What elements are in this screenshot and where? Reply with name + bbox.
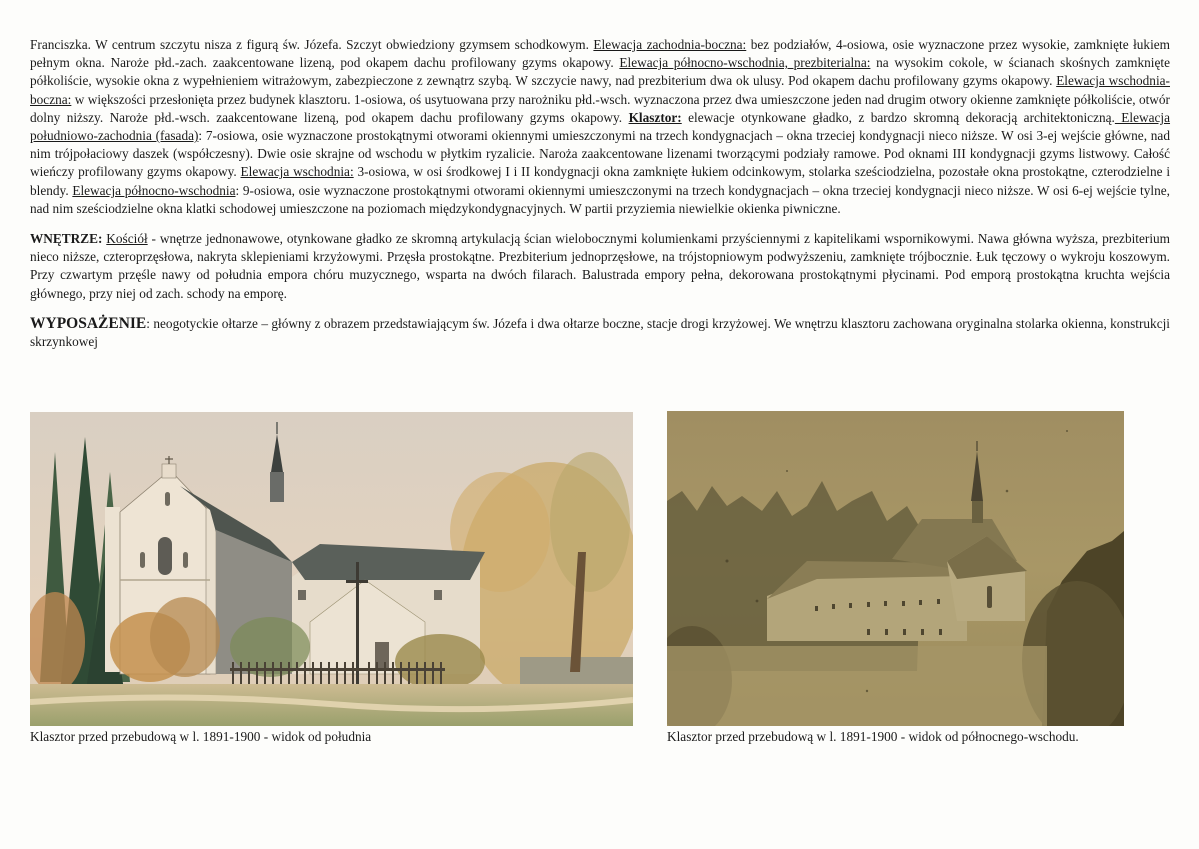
- text-segment: - wnętrze jednonawowe, otynkowane gładko ze skromną artykulacją ścian wielobocznymi kolumienkami przyściennymi z kapitelikami wspornikowymi. Nawa główna wyższa, prezbiterium nieco niższe, czteroprzęsłowa, nakryta sklepieniami krzyżowymi. Przęsła prostokątne. Prezbiterium jednoprzęsłowe, na trójstopniowym podwyższeniu, zamknięte trójbocznie. Łuk tęczowy o wykroju koszowym. Przy czwartym przęśle nawy od południa empora chóru muzycznego, wsparta na dwóch filarach. Balustrada empory pełna, dekorowana prostokątnymi płycinami. Pod emporą prostokątna kruchta wejścia głównego, przy niej od zach. schody na emporę.: [30, 231, 1171, 301]
- heading-church: Kościół: [106, 231, 148, 247]
- text-segment: : 9-osiowa, osie wyznaczone prostokątnymi otworami okiennymi umieszczonymi na trzech kondygnacjach – okna trzeciej kondygnacji nieco niższe. W osi 6-ej wejście tylne, nad nim sześciodzielne okna klatki schodowej umieszczone na poziomach międzykondygnacyjnych. W partii przyziemia niewielkie okienka piwniczne.: [30, 182, 1170, 216]
- document-body: [30, 36, 1170, 351]
- figure-painting-south-view: [30, 412, 633, 746]
- text-segment: elewacje otynkowane gładko, z bardzo skromną dekoracją architektoniczną.: [681, 109, 1115, 125]
- heading-northeast-elevation: Elewacja północno-wschodnia, prezbiterialna:: [619, 55, 871, 71]
- heading-southwest-facade: Elewacja południowo-zachodnia (fasada): [30, 109, 1171, 144]
- sepia-photograph-image: [667, 411, 1124, 726]
- text-segment: na wysokim cokole, w ścianach skośnych zamknięte półkoliście, wysokie okna z wypełnieniem witrażowym, zabezpieczone z zewnątrz szybą. W szczycie nawy, nad prezbiterium dwa ok ulusy. Pod okapem dachu profilowany gzyms okapowy.: [30, 55, 1170, 89]
- watercolor-painting-image: [30, 412, 633, 726]
- paragraph-interior: [30, 230, 1170, 303]
- figure-photo-northeast-view: [667, 411, 1124, 746]
- paragraph-furnishings: [30, 315, 1170, 351]
- text-segment: 3-osiowa, w osi środkowej I i II kondygnacji okna zamknięte łukiem odcinkowym, stolarka sześciodzielna, pozostałe okna prostokątne, czterodzielne i blendy.: [30, 164, 1171, 198]
- heading-monastery: Klasztor:: [628, 109, 682, 125]
- figure-caption: Klasztor przed przebudową w l. 1891-1900 - widok od południa: [30, 729, 372, 744]
- heading-interior: WNĘTRZE:: [30, 231, 103, 247]
- heading-monastery-east-elevation: Elewacja wschodnia:: [240, 164, 354, 180]
- text-segment: : 7-osiowa, osie wyznaczone prostokątnymi otworami okiennymi umieszczonymi na trzech kondygnacjach – okna trzeciej kondygnacji nieco niższe. W osi 3-ej wejście główne, nad nim trójpołaciowy daszek (współczesny). Dwie osie skrajne od wschodu w płytkim ryzalicie. Naroża zaakcentowane lizenami tworzącymi podziały ramowe. Pod oknami III kondygnacji gzyms listwowy. Całość wieńczy profilowany gzyms okapowy.: [30, 128, 1170, 180]
- text-segment: bez podziałów, 4-osiowa, osie wyznaczone przez wysokie, zamknięte łukiem pełnym okna. Naroże płd.-zach. zaakcentowane lizeną, pod okapem dachu profilowany gzyms okapowy.: [30, 37, 1171, 71]
- figure-caption: Klasztor przed przebudową w l. 1891-1900 - widok od północnego-wschodu.: [667, 729, 1079, 744]
- heading-west-elevation: Elewacja zachodnia-boczna:: [593, 37, 747, 52]
- heading-furnishings: WYPOSAŻENIE: [30, 314, 147, 332]
- text-segment: Franciszka. W centrum szczytu nisza z figurą św. Józefa. Szczyt obwiedziony gzymsem schodkowym.: [30, 37, 594, 52]
- heading-east-elevation: Elewacja wschodnia-boczna:: [30, 73, 1170, 107]
- heading-monastery-northeast-elevation: Elewacja północno-wschodnia: [72, 182, 236, 198]
- text-segment: : neogotyckie ołtarze – główny z obrazem przedstawiającym św. Józefa i dwa ołtarze boczne, stacje drogi krzyżowej. We wnętrzu klasztoru zachowana oryginalna stolarka okienna, konstrukcji skrzynkowej: [30, 315, 1170, 350]
- monastery-painting-icon: [30, 412, 633, 726]
- paragraph-exterior: [30, 36, 1170, 218]
- monastery-photo-icon: [667, 411, 1124, 726]
- text-segment: w większości przesłonięta przez budynek klasztoru. 1-osiowa, oś usytuowana przy narożniku płd.-wsch. wyznaczona przez dwa umieszczone jeden nad drugim otwory okienne zamknięte półkoliście, otwór dolny niższy. Naroże płd.-wsch. zaakcentowane lizeną, pod okapem dachu profilowany gzyms okapowy.: [30, 91, 1170, 125]
